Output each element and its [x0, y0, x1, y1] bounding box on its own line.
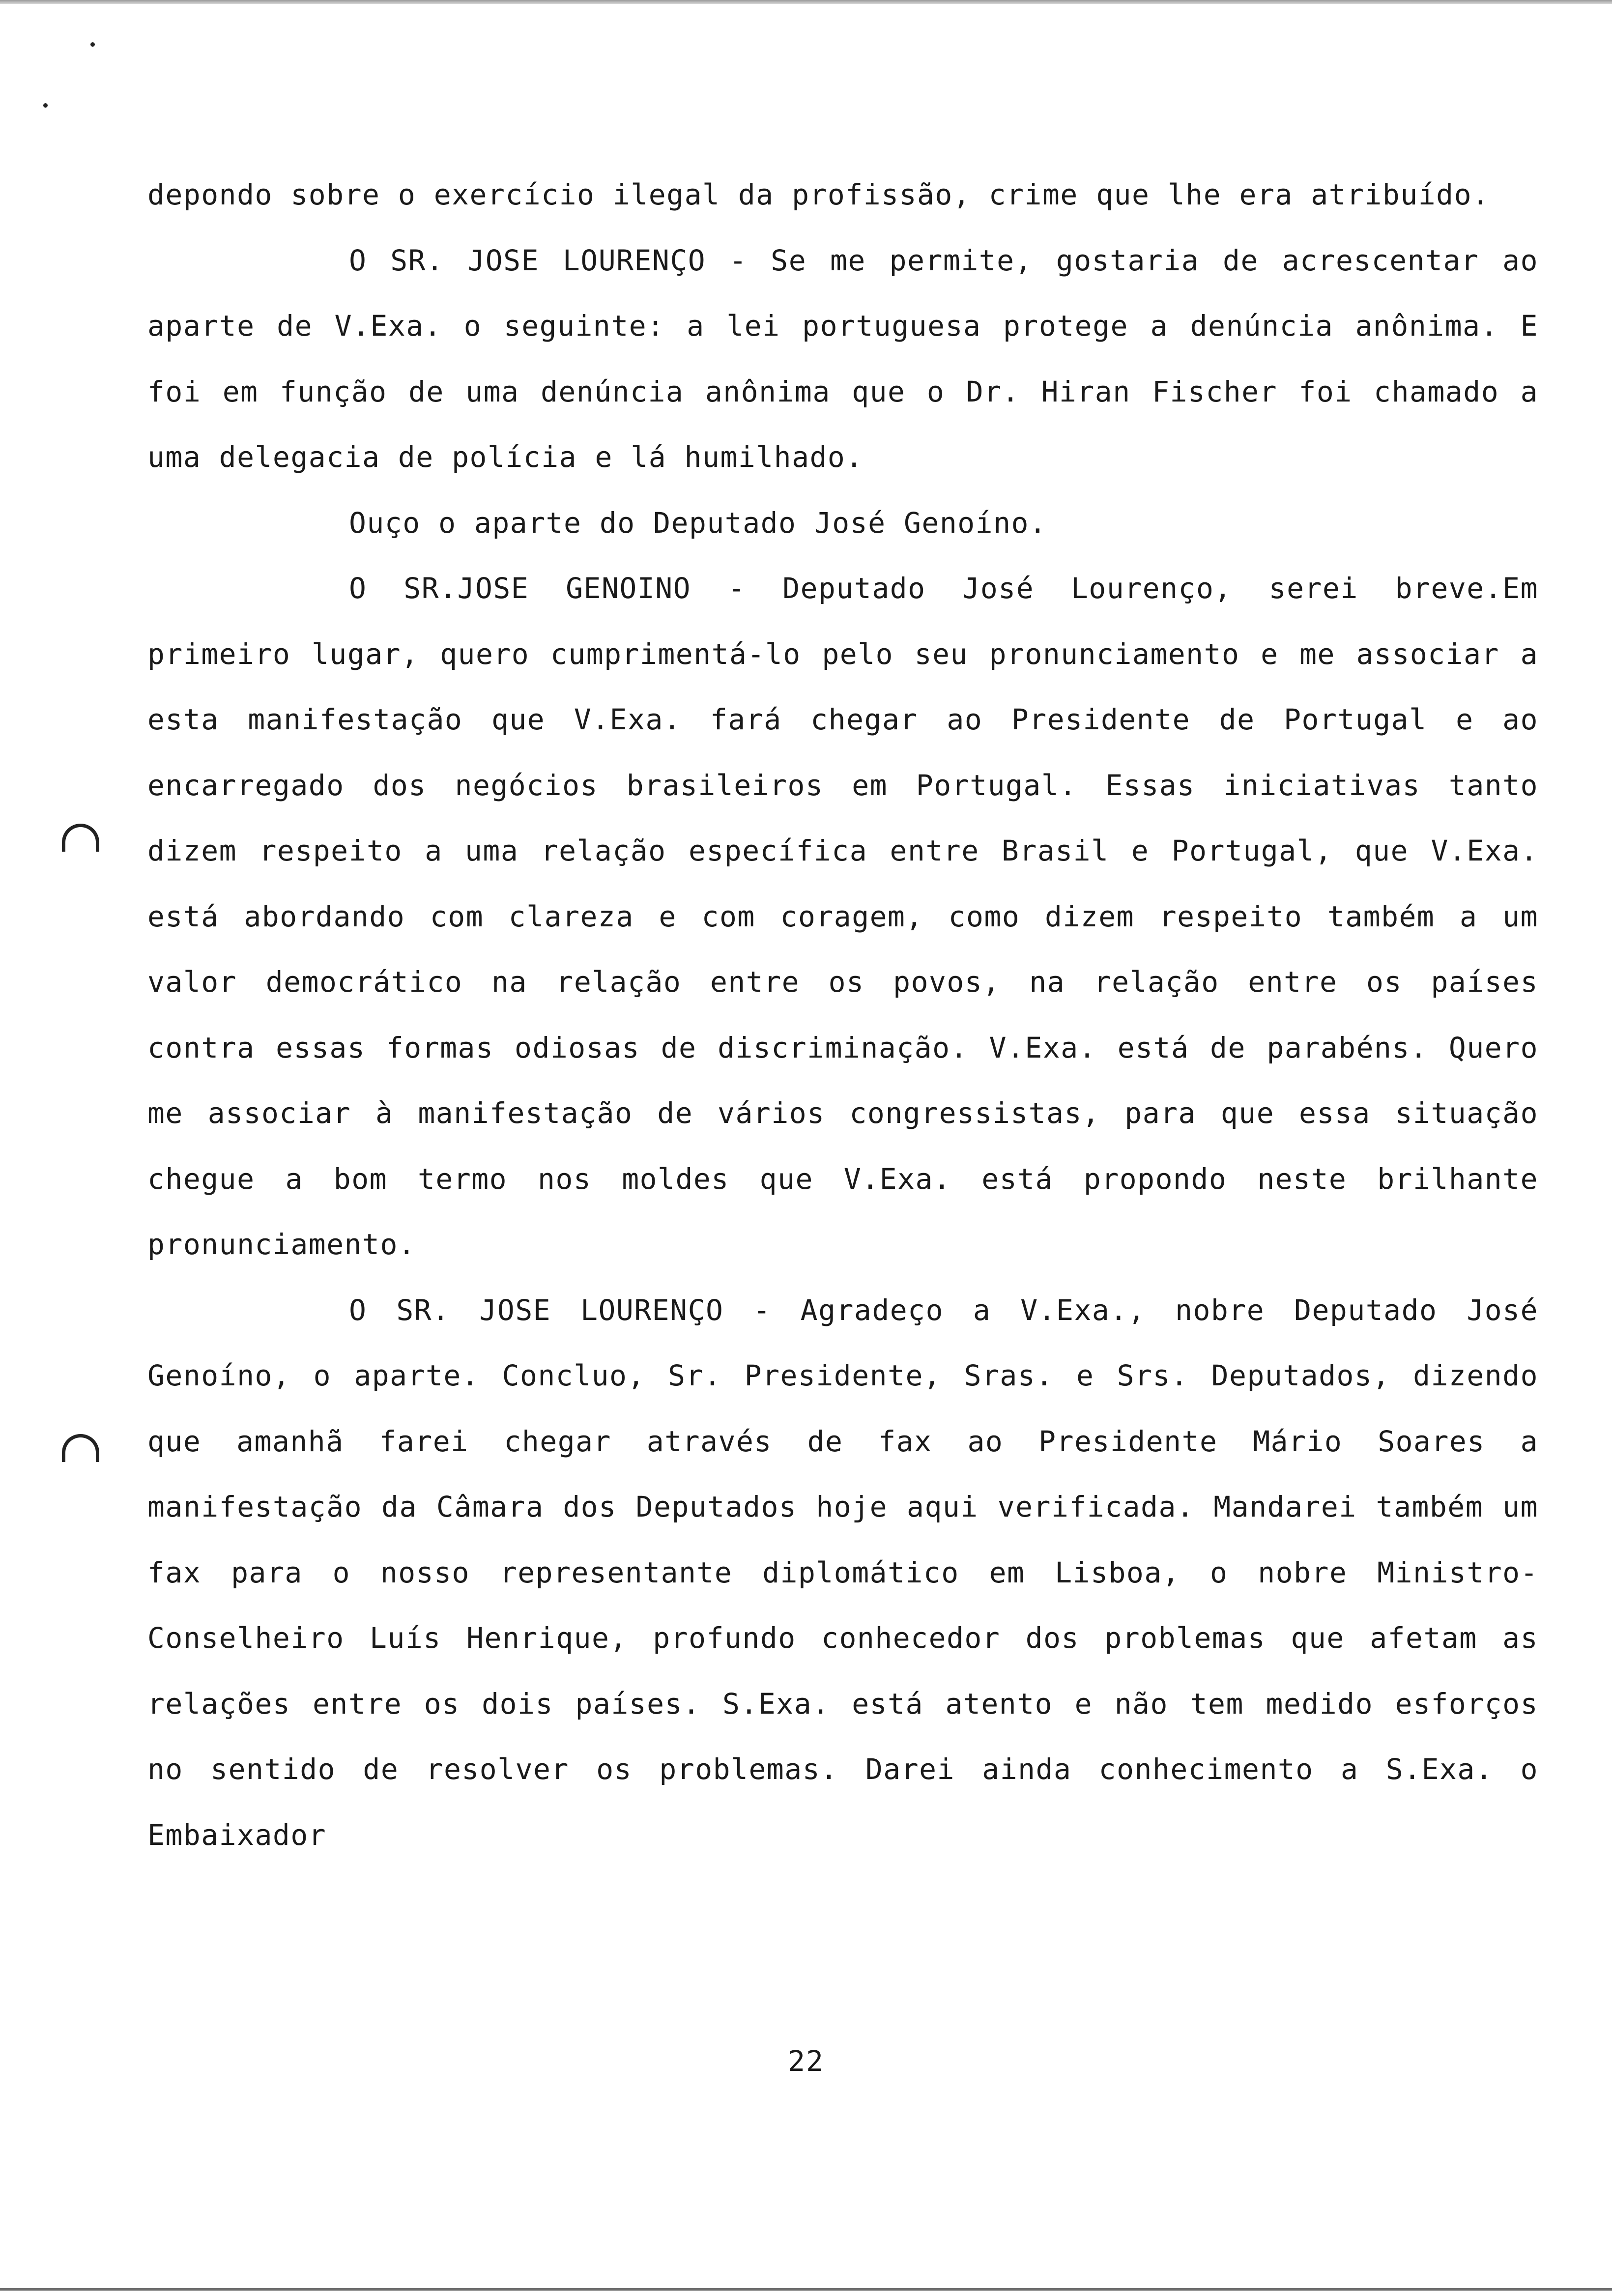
paragraph: O SR. JOSE LOURENÇO - Se me permite, gostaria de acrescentar ao aparte de V.Exa. o seguinte: a lei portuguesa protege a denúncia anônima. E foi em função de uma denúncia anônima que o Dr. Hiran Fischer foi chamado a uma delegacia de polícia e lá humilhado. [147, 243, 1538, 474]
paragraph: depondo sobre o exercício ilegal da profissão, crime que lhe era atribuído. [147, 178, 1490, 211]
paragraph: O SR. JOSE LOURENÇO - Agradeço a V.Exa., nobre Deputado José Genoíno, o aparte. Concluo, Sr. Presidente, Sras. e Srs. Deputados, dizendo que amanhã farei chegar através de fax ao Presidente Mário Soares a manifestação da Câmara dos Deputados hoje aqui verificada. Mandarei também um fax para o nosso representante diplomático em Lisboa, o nobre Ministro-Conselheiro Luís Henrique, profundo conhecedor dos problemas que afetam as relações entre os dois países. S.Exa. está atento e não tem medido esforços no sentido de resolver os problemas. Darei ainda conhecimento a S.Exa. o Embaixador [147, 1293, 1538, 1852]
document-body [147, 162, 1538, 1868]
paper-speck [43, 103, 48, 108]
paragraph: Ouço o aparte do Deputado José Genoíno. [349, 506, 1047, 540]
page-number: 22 [788, 2044, 824, 2078]
page-top-edge [0, 0, 1612, 4]
paper-speck [90, 42, 95, 47]
page-bottom-edge [0, 2288, 1612, 2291]
punch-hole-mark [62, 824, 99, 852]
paragraph: O SR.JOSE GENOINO - Deputado José Lourenço, serei breve.Em primeiro lugar, quero cumprimentá-lo pelo seu pronunciamento e me associar a esta manifestação que V.Exa. fará chegar ao Presidente de Portugal e ao encarregado dos negócios brasileiros em Portugal. Essas iniciativas tanto dizem respeito a uma relação específica entre Brasil e Portugal, que V.Exa. está abordando com clareza e com coragem, como dizem respeito também a um valor democrático na relação entre os povos, na relação entre os países contra essas formas odiosas de discriminação. V.Exa. está de parabéns. Quero me associar à manifestação de vários congressistas, para que essa situação chegue a bom termo nos moldes que V.Exa. está propondo neste brilhante pronunciamento. [147, 572, 1538, 1261]
punch-hole-mark [62, 1434, 99, 1462]
